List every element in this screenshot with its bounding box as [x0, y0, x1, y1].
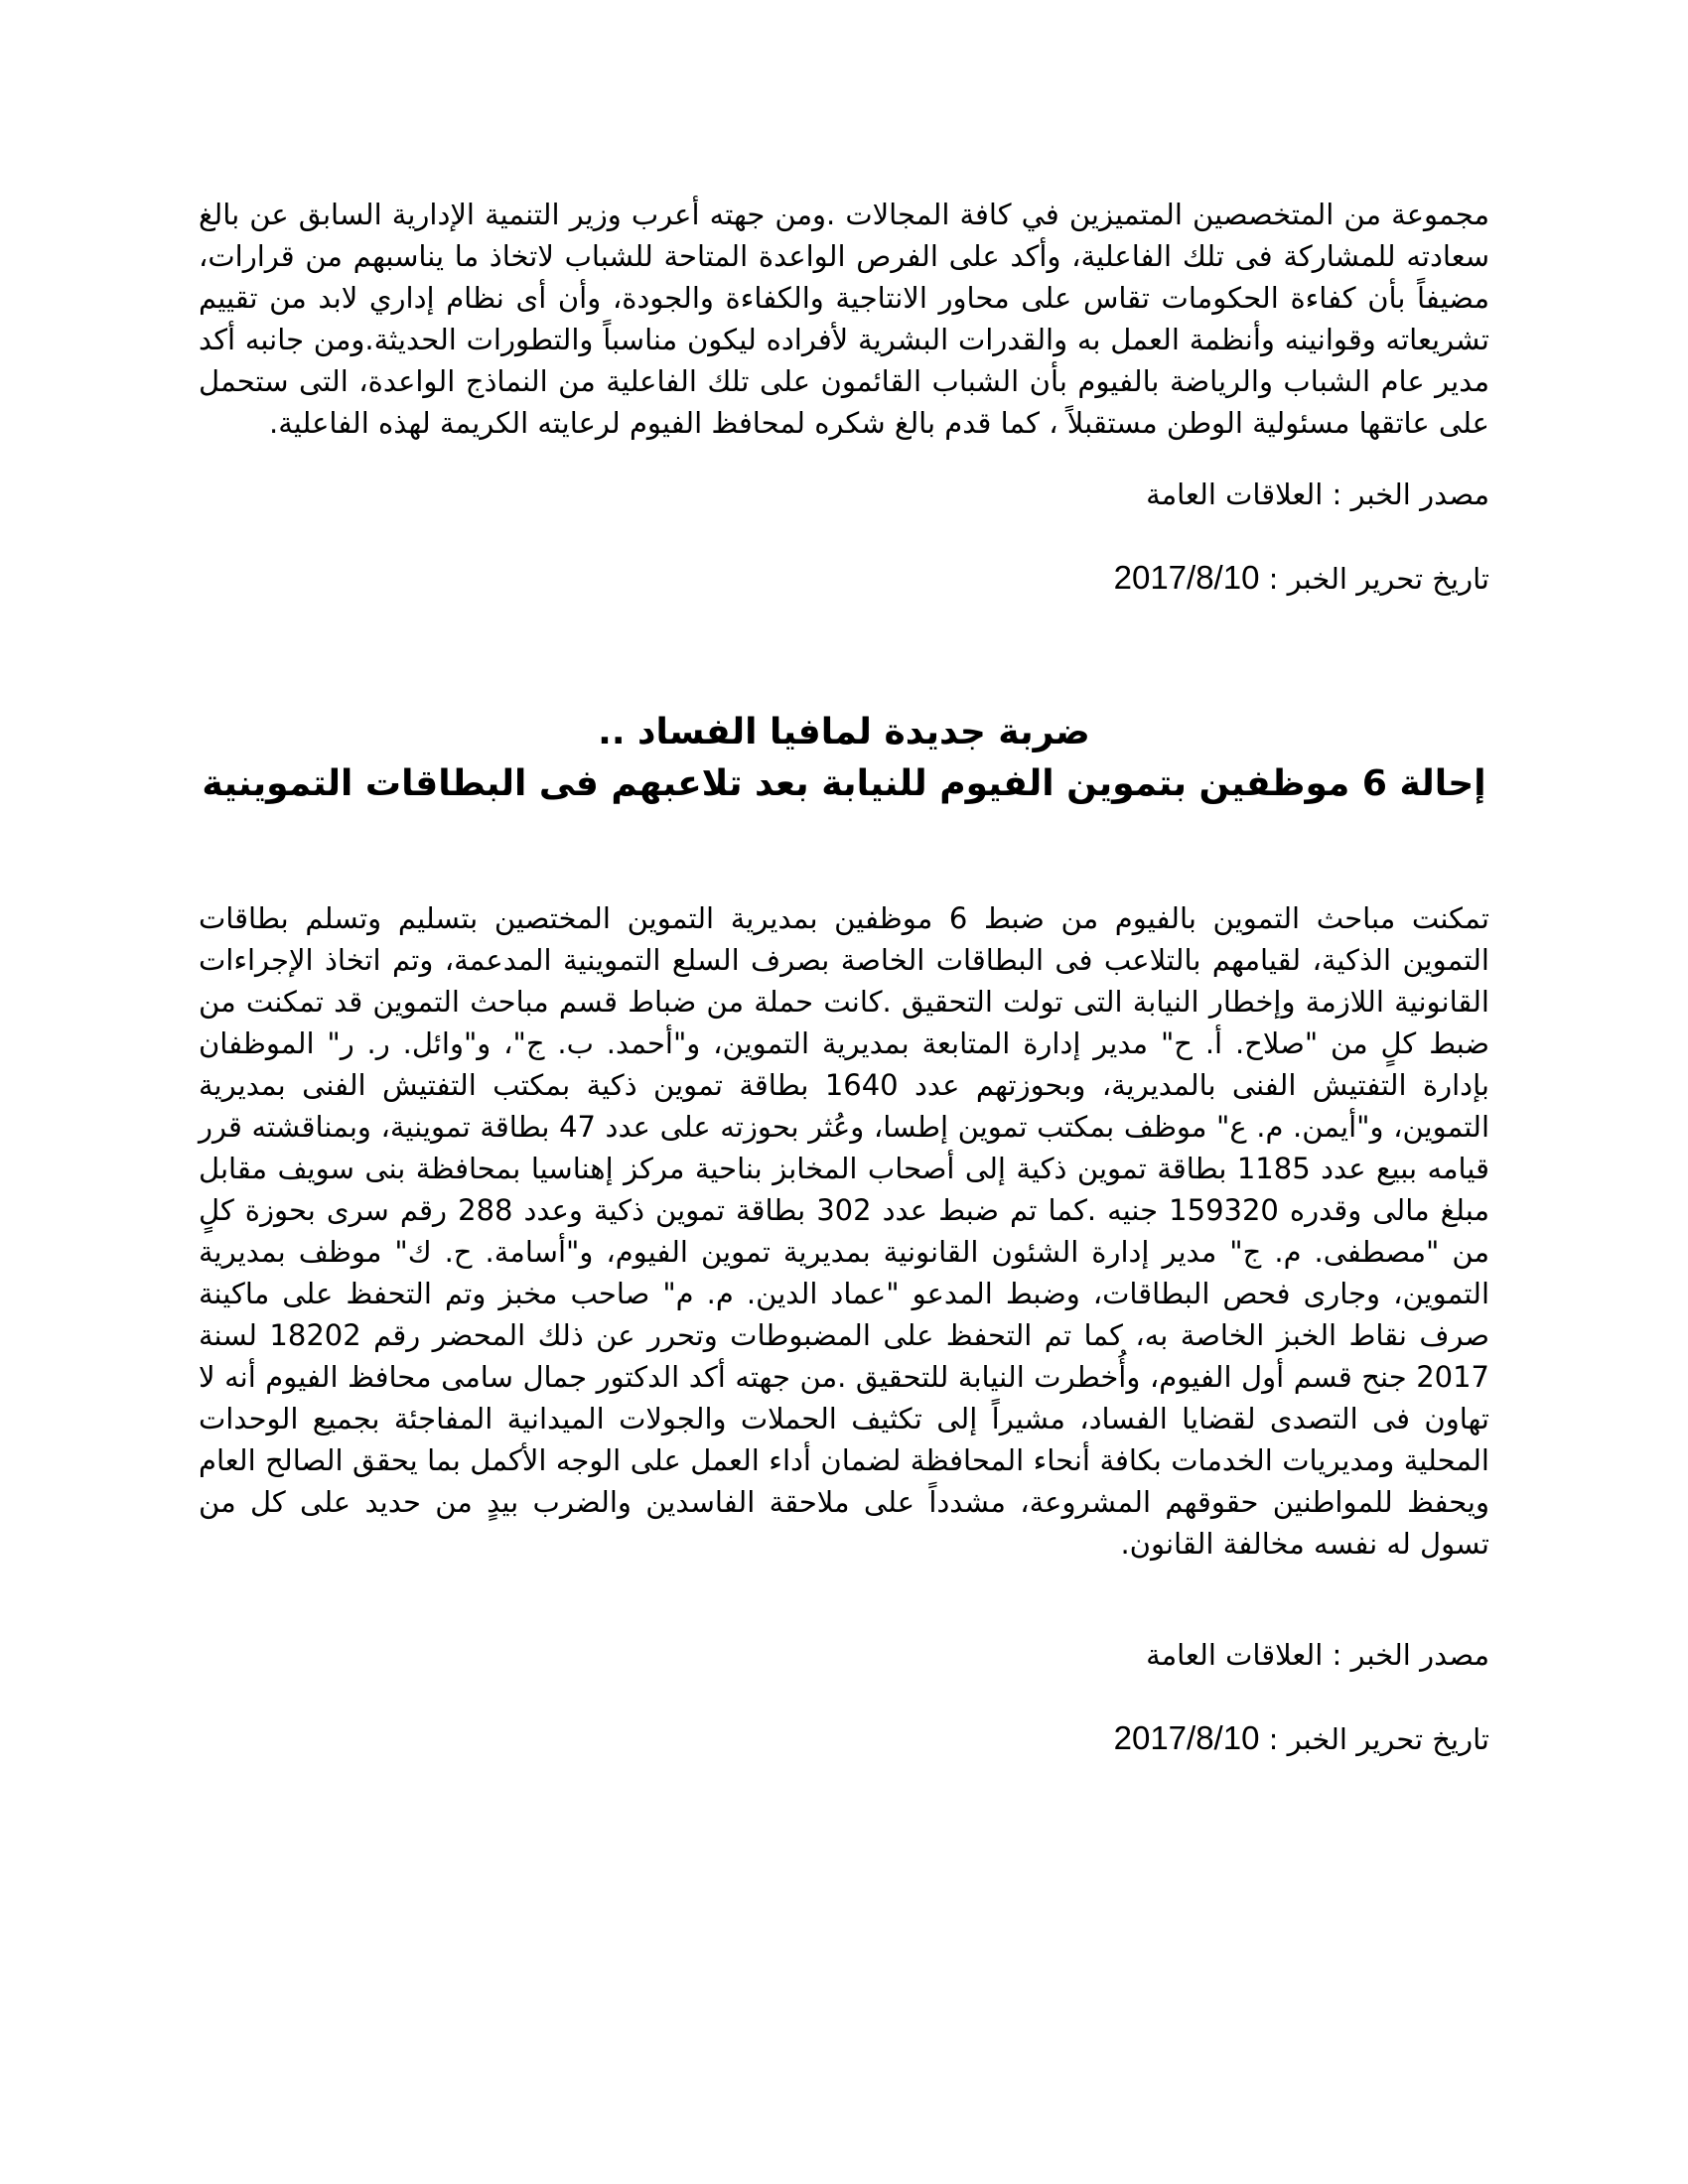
article-two-date — [199, 1717, 1489, 1760]
headline-line-1: ضربة جديدة لمافيا الفساد .. — [598, 712, 1090, 752]
article-one-paragraph: مجموعة من المتخصصين المتميزين في كافة المجالات .ومن جهته أعرب وزير التنمية الإدارية السابق عن بالغ سعادته للمشاركة فى تلك الفاعلية، وأكد على الفرص الواعدة المتاحة للشباب لاتخاذ ما يناسبهم من قرارات، مضيفاً بأن كفاءة الحكومات تقاس على محاور الانتاجية والكفاءة والجودة، وأن أى نظام إداري لابد من تقييم تشريعاته وقوانينه وأنظمة العمل به والقدرات البشرية لأفراده ليكون مناسباً والتطورات الحديثة.ومن جانبه أكد مدير عام الشباب والرياضة بالفيوم بأن الشباب القائمون على تلك الفاعلية من النماذج الواعدة، التى ستحمل على عاتقها مسئولية الوطن مستقبلاً ، كما قدم بالغ شكره لمحافظ الفيوم لرعايته الكريمة لهذه الفاعلية. — [199, 198, 1489, 440]
article-one-source — [199, 474, 1489, 515]
article-one-date — [199, 557, 1489, 600]
source-label: مصدر الخبر : — [1332, 478, 1489, 511]
article-two-headline — [199, 707, 1489, 810]
date-label: تاريخ تحرير الخبر : — [1268, 1722, 1489, 1756]
article-two-source — [199, 1634, 1489, 1676]
article-two-paragraph: تمكنت مباحث التموين بالفيوم من ضبط 6 موظفين بمديرية التموين المختصين بتسليم وتسلم بطاقات التموين الذكية، لقيامهم بالتلاعب فى البطاقات الخاصة بصرف السلع التموينية المدعمة، وتم اتخاذ الإجراءات القانونية اللازمة وإخطار النيابة التى تولت التحقيق .كانت حملة من ضباط قسم مباحث التموين قد تمكنت من ضبط كلٍ من "صلاح. أ. ح" مدير إدارة المتابعة بمديرية التموين، و"أحمد. ب. ج"، و"وائل. ر. ر" الموظفان بإدارة التفتيش الفنى بالمديرية، وبحوزتهم عدد 1640 بطاقة تموين ذكية بمكتب التفتيش الفنى بمديرية التموين، و"أيمن. م. ع" موظف بمكتب تموين إطسا، وعُثر بحوزته على عدد 47 بطاقة تموينية، وبمناقشته قرر قيامه ببيع عدد 1185 بطاقة تموين ذكية إلى أصحاب المخابز بناحية مركز إهناسيا بمحافظة بنى سويف مقابل مبلغ مالى وقدره 159320 جنيه .كما تم ضبط عدد 302 بطاقة تموين ذكية وعدد 288 رقم سرى بحوزة كلٍ من "مصطفى. م. ج" مدير إدارة الشئون القانونية بمديرية تموين الفيوم، و"أسامة. ح. ك" موظف بمديرية التموين، وجارى فحص البطاقات، وضبط المدعو "عماد الدين. م. م" صاحب مخبز وتم التحفظ على ماكينة صرف نقاط الخبز الخاصة به، كما تم التحفظ على المضبوطات وتحرر عن ذلك المحضر رقم 18202 لسنة 2017 جنح قسم أول الفيوم، وأُخطرت النيابة للتحقيق .من جهته أكد الدكتور جمال سامى محافظ الفيوم أنه لا تهاون فى التصدى لقضايا الفساد، مشيراً إلى تكثيف الحملات والجولات الميدانية المفاجئة بجميع الوحدات المحلية ومديريات الخدمات بكافة أنحاء المحافظة لضمان أداء العمل على الوجه الأكمل بما يحقق الصالح العام ويحفظ للمواطنين حقوقهم المشروعة، مشدداً على ملاحقة الفاسدين والضرب بيدٍ من حديد على كل من تسول له نفسه مخالفة القانون. — [199, 901, 1490, 1561]
source-value: العلاقات العامة — [1146, 478, 1324, 511]
date-value: 2017/8/10 — [1113, 559, 1260, 596]
headline-line-2: إحالة 6 موظفين بتموين الفيوم للنيابة بعد تلاعبهم فى البطاقات التموينية — [202, 763, 1486, 804]
date-value: 2017/8/10 — [1113, 1719, 1260, 1756]
document-page — [199, 194, 1489, 1760]
date-label: تاريخ تحرير الخبر : — [1268, 562, 1489, 596]
source-label: مصدر الخبر : — [1332, 1638, 1489, 1672]
source-value: العلاقات العامة — [1146, 1638, 1324, 1672]
